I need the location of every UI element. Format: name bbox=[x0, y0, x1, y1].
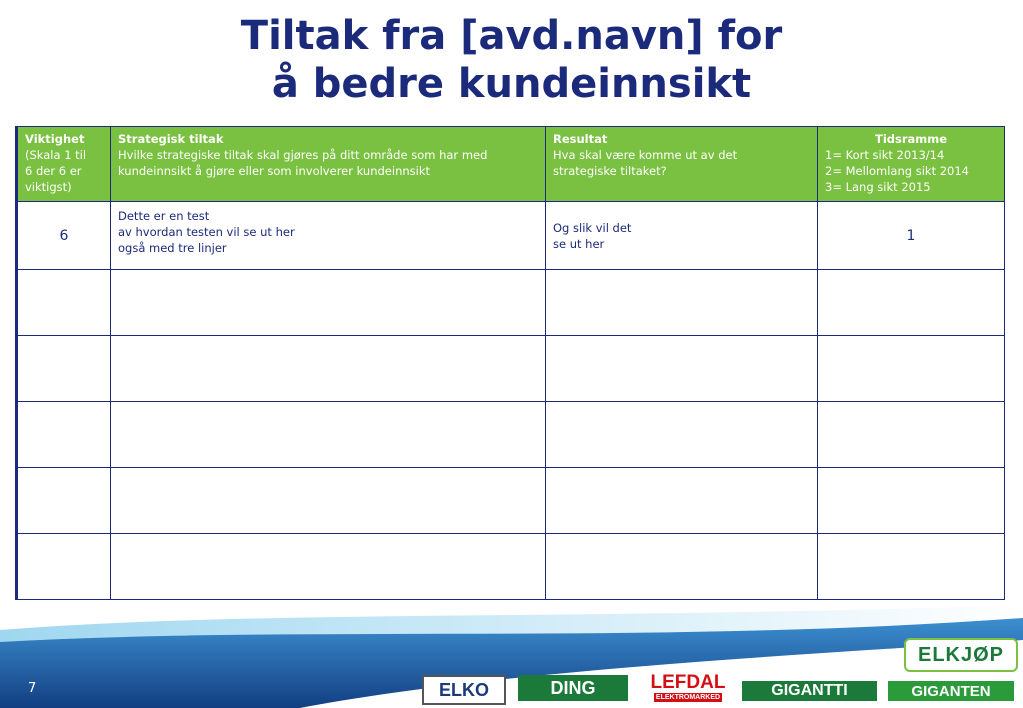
cell-tiltak[interactable] bbox=[111, 270, 546, 336]
cell-resultat-line: Og slik vil det bbox=[553, 220, 632, 235]
tiltak-table bbox=[15, 126, 1005, 600]
table-row bbox=[17, 468, 1005, 534]
header-tiltak-line: Hvilke strategiske tiltak skal gjøres på ditt område som har med bbox=[118, 148, 488, 162]
cell-viktighet[interactable]: 6 bbox=[17, 202, 111, 270]
page-number: 7 bbox=[28, 681, 37, 696]
slide-title-line1: Tiltak fra [avd.navn] for bbox=[240, 13, 783, 59]
header-tidsramme-line: 2= Mellomlang sikt 2014 bbox=[825, 164, 969, 178]
cell-resultat[interactable] bbox=[546, 336, 818, 402]
cell-resultat-line: se ut her bbox=[553, 236, 605, 251]
cell-tidsramme[interactable] bbox=[818, 402, 1005, 468]
cell-viktighet[interactable] bbox=[17, 534, 111, 600]
cell-tiltak[interactable] bbox=[111, 468, 546, 534]
slide-title-line2: å bedre kundeinnsikt bbox=[271, 61, 752, 107]
cell-tiltak[interactable] bbox=[111, 402, 546, 468]
cell-resultat[interactable] bbox=[546, 270, 818, 336]
header-viktighet-title: Viktighet bbox=[25, 132, 85, 146]
cell-resultat[interactable] bbox=[546, 468, 818, 534]
cell-resultat[interactable] bbox=[546, 402, 818, 468]
header-viktighet bbox=[17, 127, 111, 202]
table-header-row bbox=[17, 127, 1005, 202]
cell-tiltak[interactable] bbox=[111, 336, 546, 402]
header-resultat-line: strategiske tiltaket? bbox=[553, 164, 667, 178]
table-row bbox=[17, 534, 1005, 600]
lefdal-logo: LEFDAL ELEKTROMARKED bbox=[645, 671, 731, 703]
header-viktighet-line: (Skala 1 til bbox=[25, 148, 87, 162]
cell-tiltak-line: av hvordan testen vil se ut her bbox=[118, 225, 295, 239]
cell-resultat[interactable] bbox=[546, 202, 818, 270]
cell-tidsramme[interactable] bbox=[818, 534, 1005, 600]
cell-tiltak-line: også med tre linjer bbox=[118, 241, 227, 255]
cell-tidsramme[interactable]: 1 bbox=[818, 202, 1005, 270]
ding-logo: DING bbox=[518, 675, 628, 701]
header-resultat-line: Hva skal være komme ut av det bbox=[553, 148, 738, 162]
cell-tidsramme[interactable] bbox=[818, 468, 1005, 534]
cell-tiltak[interactable] bbox=[111, 202, 546, 270]
cell-tidsramme[interactable] bbox=[818, 270, 1005, 336]
cell-viktighet[interactable] bbox=[17, 336, 111, 402]
table-row bbox=[17, 270, 1005, 336]
header-tidsramme-title: Tidsramme bbox=[874, 132, 948, 146]
gigantti-logo: GIGANTTI bbox=[742, 681, 877, 701]
header-resultat bbox=[546, 127, 818, 202]
header-tidsramme-line: 3= Lang sikt 2015 bbox=[825, 180, 931, 194]
header-tiltak-title: Strategisk tiltak bbox=[118, 132, 224, 146]
giganten-logo: GIGANTEN bbox=[888, 681, 1014, 701]
cell-viktighet[interactable] bbox=[17, 468, 111, 534]
header-tidsramme bbox=[818, 127, 1005, 202]
cell-tidsramme[interactable] bbox=[818, 336, 1005, 402]
cell-resultat[interactable] bbox=[546, 534, 818, 600]
table-row bbox=[17, 402, 1005, 468]
elkjop-logo: ELKJØP bbox=[904, 638, 1018, 672]
table-row bbox=[17, 336, 1005, 402]
table-row bbox=[17, 202, 1005, 270]
cell-viktighet[interactable] bbox=[17, 270, 111, 336]
header-tidsramme-line: 1= Kort sikt 2013/14 bbox=[825, 148, 945, 162]
header-tiltak-line: kundeinnsikt å gjøre eller som involverer kundeinnsikt bbox=[118, 164, 431, 178]
header-viktighet-line: 6 der 6 er bbox=[25, 164, 82, 178]
header-viktighet-line: viktigst) bbox=[25, 180, 72, 194]
elko-logo: ELKO bbox=[422, 675, 506, 705]
cell-viktighet[interactable] bbox=[17, 402, 111, 468]
cell-tiltak-line: Dette er en test bbox=[118, 209, 210, 223]
header-strategisk-tiltak bbox=[111, 127, 546, 202]
slide-title bbox=[0, 12, 1023, 108]
header-resultat-title: Resultat bbox=[553, 132, 608, 146]
cell-tiltak[interactable] bbox=[111, 534, 546, 600]
